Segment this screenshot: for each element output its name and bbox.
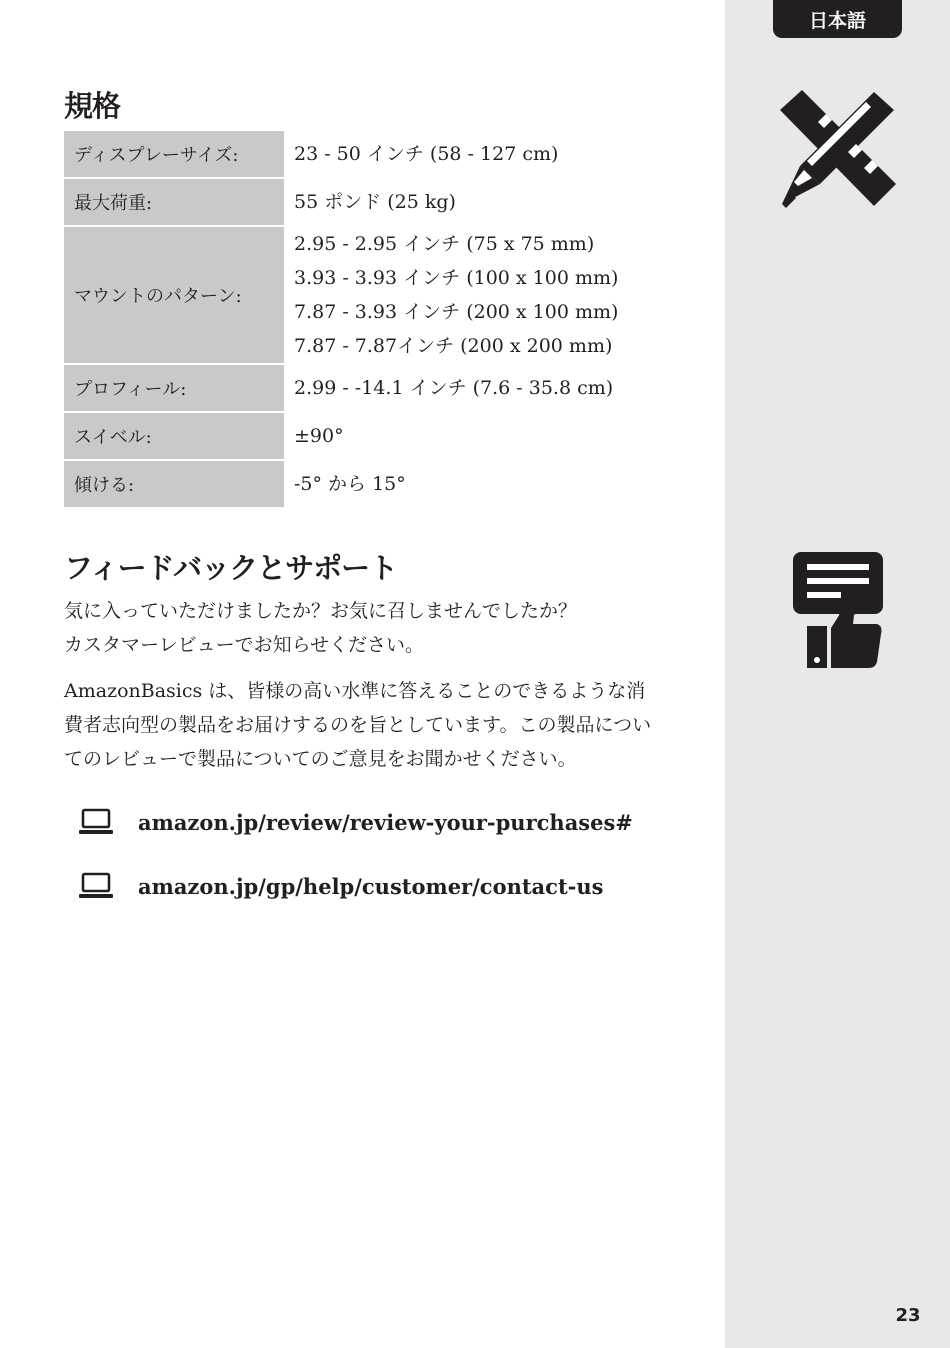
spec-value-line: -5° から 15° (294, 473, 406, 495)
laptop-icon (78, 808, 114, 836)
spec-value-line: 2.95 - 2.95 インチ (75 x 75 mm) (294, 233, 595, 255)
text-line: カスタマーレビューでお知らせください。 (64, 634, 425, 656)
feedback-paragraph-2 (64, 674, 704, 776)
spec-value-line: 2.99 - -14.1 インチ (7.6 - 35.8 cm) (294, 377, 614, 399)
feedback-heading: フィードバックとサポート (64, 551, 398, 585)
contact-link[interactable]: amazon.jp/gp/help/customer/contact-us (138, 873, 604, 899)
specs-table (64, 129, 694, 509)
spec-label: 傾ける: (64, 460, 286, 508)
table-row (64, 460, 694, 508)
spec-value (286, 412, 694, 460)
text-line: 費者志向型の製品をお届けするのを旨としています。この製品につい (64, 714, 652, 736)
text-line: 気に入っていただけましたか？お気に召しませんでしたか？ (64, 600, 578, 622)
spec-value (286, 364, 694, 412)
spec-label: プロフィール: (64, 364, 286, 412)
laptop-icon (78, 872, 114, 900)
spec-label: ディスプレーサイズ: (64, 130, 286, 178)
spec-label: スイベル: (64, 412, 286, 460)
page-number: 23 (895, 1305, 921, 1326)
feedback-text (64, 594, 704, 788)
spec-value-line: 3.93 - 3.93 インチ (100 x 100 mm) (294, 267, 619, 289)
table-row (64, 412, 694, 460)
pencil-ruler-icon (778, 88, 898, 210)
feedback-paragraph-1 (64, 594, 704, 662)
spec-label: マウントのパターン: (64, 226, 286, 364)
language-tab: 日本語 (773, 0, 902, 38)
spec-value (286, 460, 694, 508)
text-line: てのレビューで製品についてのご意見をお聞かせください。 (64, 748, 577, 770)
spec-value-line: 7.87 - 7.87インチ (200 x 200 mm) (294, 335, 613, 357)
spec-value-line: 7.87 - 3.93 インチ (200 x 100 mm) (294, 301, 619, 323)
table-row (64, 364, 694, 412)
spec-value (286, 226, 694, 364)
spec-value-line: 55 ポンド (25 kg) (294, 191, 456, 213)
text-line: AmazonBasics は、皆様の高い水準に答えることのできるような消 (64, 680, 646, 702)
table-row (64, 178, 694, 226)
table-row (64, 226, 694, 364)
specs-heading: 規格 (64, 89, 121, 123)
spec-value-line: ±90° (294, 425, 344, 447)
spec-value (286, 130, 694, 178)
review-link-row[interactable] (78, 804, 633, 840)
review-link[interactable]: amazon.jp/review/review-your-purchases# (138, 809, 633, 835)
spec-value-line: 23 - 50 インチ (58 - 127 cm) (294, 143, 559, 165)
table-row (64, 130, 694, 178)
feedback-thumbs-up-icon (793, 552, 883, 670)
spec-value (286, 178, 694, 226)
spec-label: 最大荷重: (64, 178, 286, 226)
contact-link-row[interactable] (78, 868, 603, 904)
